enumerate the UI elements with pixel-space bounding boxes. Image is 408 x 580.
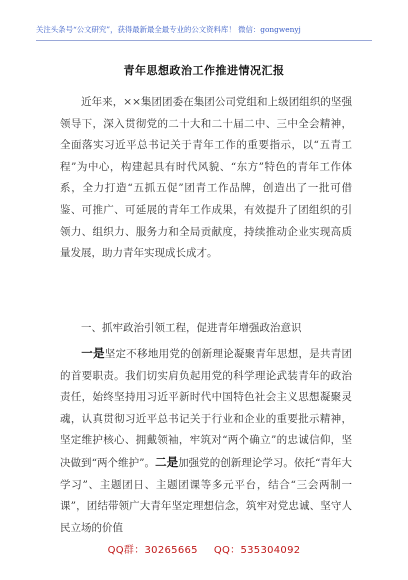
document-title: 青年思想政治工作推进情况汇报 — [123, 64, 285, 77]
point-one-lead: 一是 — [81, 346, 105, 360]
section-body-paragraph — [60, 343, 352, 538]
section-heading-text: 一、抓牢政治引领工程，促进青年增强政治意识 — [81, 322, 302, 334]
header-banner: 关注头条号“公文研究”，获得最新最全最专业的公文资料库！ 微信：gongwenyj — [36, 25, 301, 34]
intro-paragraph — [60, 92, 352, 308]
intro-text: 近年来，××集团团委在集团公司党组和上级团组织的坚强领导下，深入贯彻党的二十大和二十届二中、三中全会精神，全面落实习近平总书记关于青年工作的重要指示，以“五青工程”为中心，构建起具有时代风貌、“东方”特色的青年工作体系，全力打造“五抓五促”团青工作品牌，创造出了一批可借鉴、可推广、可延展的青年工作成果，有效提升了团组织的引领力、组织力、服务力和全局贡献度，持续推动企业实现高质量发展，助力青年实现成长成才。 — [60, 96, 352, 260]
section-heading — [60, 318, 352, 338]
point-one-text: 坚定不移地用党的创新理论凝聚青年思想，是共青团的首要职责。我们切实肩负起用党的科学理论武装青年的政治责任，始终坚持用习近平新时代中国特色社会主义思想凝聚灵魂，认真贯彻习近平总书记关于行业和企业的重要批示精神，坚定维护核心、拥戴领袖，牢筑对“两个确立”的忠诚信仰，坚决做到“两个维护”。 — [60, 348, 352, 469]
footer-contact — [0, 541, 408, 556]
footer-qq: QQ：535304092 — [213, 545, 301, 556]
footer-qq-group: QQ群：30265665 — [107, 545, 198, 556]
point-two-lead: 二是 — [155, 454, 179, 469]
header-divider — [36, 40, 372, 41]
point-two-text: 加强党的创新理论学习。依托“青年大学习”、主题团日、主题团课等多元平台，结合“三会两制一课”，团结带领广大青年坚定理想信念，筑牢对党忠诚、坚守人民立场的价值 — [60, 456, 352, 534]
